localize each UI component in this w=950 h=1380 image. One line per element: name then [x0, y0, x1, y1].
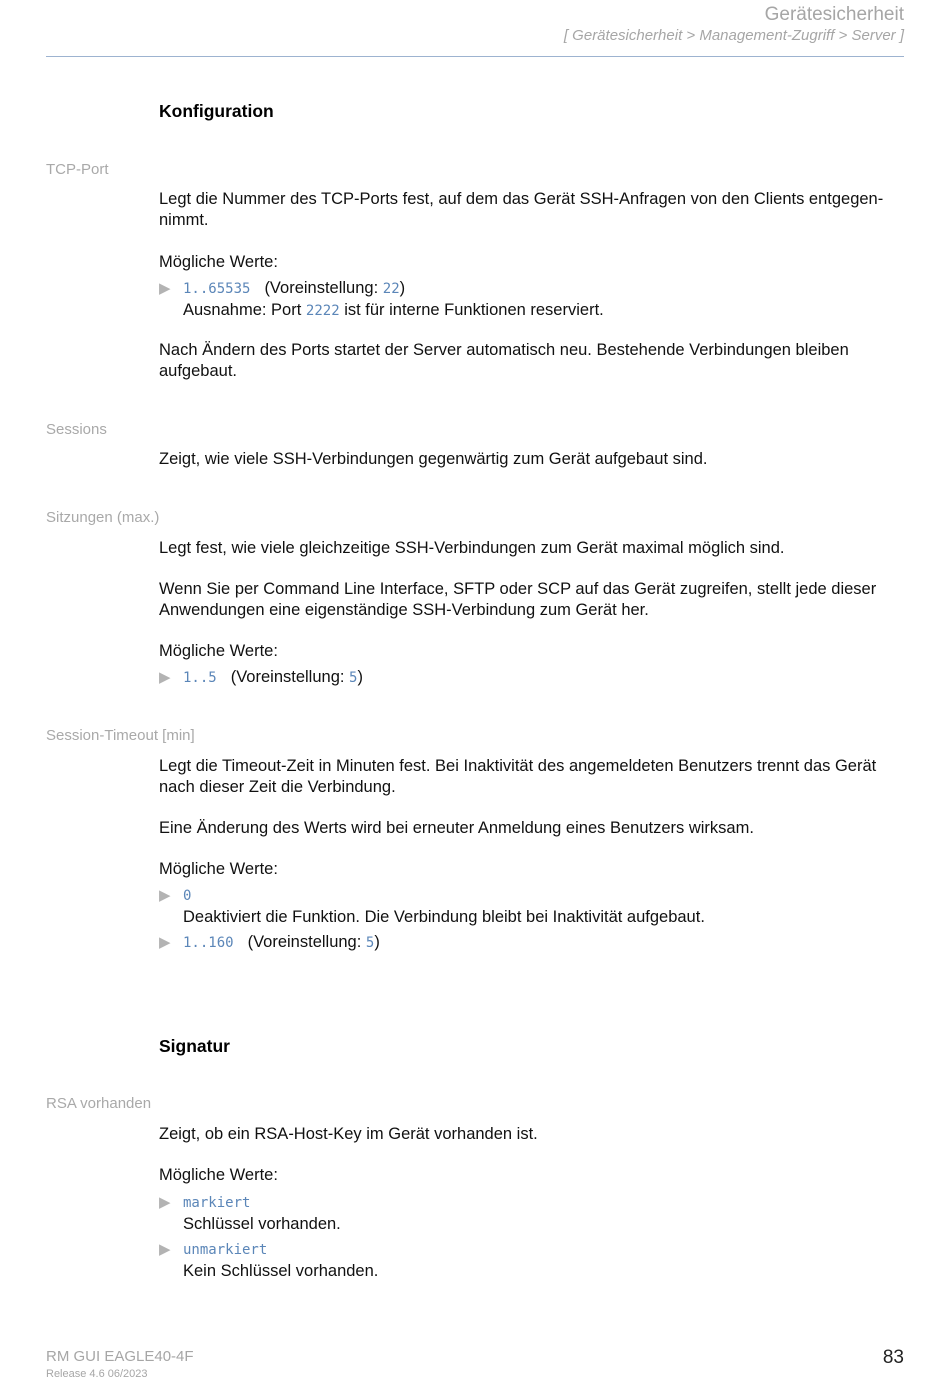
default-prefix: (Voreinstellung:	[247, 933, 366, 951]
default-value: 5	[349, 670, 358, 686]
param-label-sessions-max: Sitzungen (max.)	[46, 509, 160, 526]
page-header-title: Gerätesicherheit	[764, 4, 904, 25]
tcp-port-note: Nach Ändern des Ports startet der Server automatisch neu. Bestehende Verbindungen bleiben aufgebaut.	[159, 341, 849, 380]
footer-release: Release 4.6 06/2023	[46, 1368, 148, 1380]
param-label-rsa: RSA vorhanden	[46, 1095, 152, 1112]
value-range: 1..5	[183, 670, 217, 686]
sessions-max-description: Legt fest, wie viele gleichzeitige SSH-Verbindungen zum Gerät maximal möglich sind.	[159, 539, 785, 557]
rsa-description: Zeigt, ob ein RSA-Host-Key im Gerät vorhanden ist.	[159, 1125, 538, 1143]
value-checked: markiert	[183, 1195, 251, 1211]
session-timeout-note: Eine Änderung des Werts wird bei erneuter Anmeldung eines Benutzers wirksam.	[159, 819, 754, 837]
default-prefix: (Voreinstellung:	[230, 668, 350, 686]
sessions-max-note: Wenn Sie per Command Line Interface, SFTP oder SCP auf das Gerät zugreifen, stellt jede dieser Anwendungen eine eigenständige SSH-Verbindung zum Gerät her.	[159, 580, 877, 619]
default-value: 5	[365, 935, 375, 951]
section-heading-konfiguration: Konfiguration	[159, 101, 274, 121]
sessions-description: Zeigt, wie viele SSH-Verbindungen gegenwärtig zum Gerät aufgebaut sind.	[159, 450, 708, 468]
default-suffix: )	[374, 933, 380, 951]
default-prefix: (Voreinstellung:	[264, 279, 383, 297]
value-unchecked: unmarkiert	[183, 1242, 268, 1258]
triangle-right-icon: ▶	[159, 934, 171, 951]
param-label-tcp-port: TCP-Port	[46, 161, 109, 178]
tcp-port-description: Legt die Nummer des TCP-Ports fest, auf dem das Gerät SSH-Anfragen von den Clients entgegen-nimmt.	[159, 190, 884, 229]
value-unchecked-description: Kein Schlüssel vorhanden.	[183, 1262, 379, 1280]
triangle-right-icon: ▶	[159, 887, 171, 904]
default-value: 22	[382, 281, 400, 297]
possible-values-label: Mögliche Werte:	[159, 1166, 278, 1184]
breadcrumb: [ Gerätesicherheit > Management-Zugriff > Server ]	[563, 27, 904, 44]
value-range: 1..65535	[183, 281, 251, 297]
exception-prefix: Ausnahme: Port	[183, 301, 306, 319]
value-range: 1..160	[183, 935, 234, 951]
value-zero-description: Deaktiviert die Funktion. Die Verbindung bleibt bei Inaktivität aufgebaut.	[183, 908, 705, 926]
page-number: 83	[882, 1347, 904, 1368]
default-suffix: )	[399, 279, 406, 297]
exception-port: 2222	[305, 303, 340, 319]
footer-document-title: RM GUI EAGLE40-4F	[46, 1348, 194, 1365]
section-heading-signatur: Signatur	[159, 1036, 230, 1056]
possible-values-label: Mögliche Werte:	[159, 642, 278, 660]
param-label-session-timeout: Session-Timeout [min]	[46, 727, 195, 744]
exception-suffix: ist für interne Funktionen reserviert.	[339, 301, 604, 319]
possible-values-label: Mögliche Werte:	[159, 860, 278, 878]
header-divider	[46, 56, 904, 57]
value-zero: 0	[183, 888, 192, 904]
session-timeout-description: Legt die Timeout-Zeit in Minuten fest. Bei Inaktivität des angemeldeten Benutzers trennt das Gerät nach dieser Zeit die Verbindung.	[159, 757, 877, 796]
value-checked-description: Schlüssel vorhanden.	[183, 1215, 341, 1233]
param-label-sessions: Sessions	[46, 421, 107, 438]
triangle-right-icon: ▶	[159, 280, 171, 297]
triangle-right-icon: ▶	[159, 1241, 171, 1258]
triangle-right-icon: ▶	[159, 1194, 171, 1211]
possible-values-label: Mögliche Werte:	[159, 253, 278, 271]
triangle-right-icon: ▶	[159, 669, 171, 686]
default-suffix: )	[357, 668, 363, 686]
